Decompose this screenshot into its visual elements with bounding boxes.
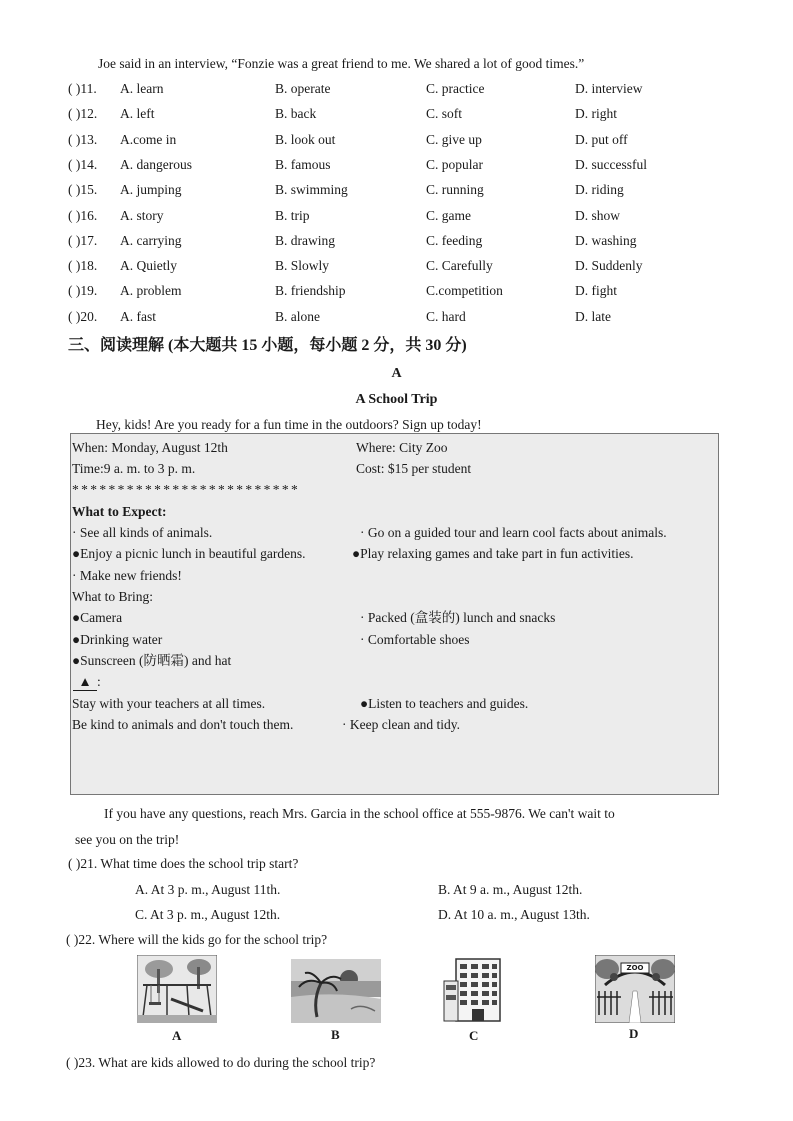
option-c: C. popular — [426, 156, 483, 172]
option-c: C. game — [426, 207, 471, 223]
option-b: B. operate — [275, 81, 331, 96]
option-a: A. story — [120, 207, 164, 223]
option-a: A. jumping — [120, 182, 182, 198]
option-b: B. trip — [275, 207, 310, 223]
question-number: ( )19. — [68, 283, 98, 299]
option-b: B. drawing — [275, 232, 335, 248]
q21-option-c: C. At 3 p. m., August 12th. — [135, 907, 281, 922]
contact-line: see you on the trip! — [75, 832, 180, 847]
cloze-question-row — [68, 207, 748, 225]
passage-title: A School Trip — [355, 392, 438, 407]
question-22-stem: ( )22. Where will the kids go for the school trip? — [66, 932, 328, 947]
expect-title: What to Expect: — [72, 504, 167, 519]
zoo-sign-label: ZOO — [626, 964, 644, 972]
option-b: B. Slowly — [275, 258, 330, 274]
option-c: C. Carefully — [426, 258, 493, 274]
rule-item: Be kind to animals and don't touch them. — [72, 717, 294, 732]
beach-picture — [291, 959, 381, 1023]
question-number: ( )14. — [68, 156, 98, 172]
picture-label: A — [172, 1028, 182, 1043]
option-c: C.competition — [426, 283, 503, 299]
question-23-stem: ( )23. What are kids allowed to do during the school trip? — [66, 1055, 376, 1070]
trip-cost: Cost: $15 per student — [356, 461, 472, 476]
option-a: A.come in — [120, 131, 177, 147]
trip-info-box — [70, 433, 719, 795]
question-number: ( )13. — [68, 131, 98, 147]
cloze-question-row — [68, 131, 748, 149]
expect-item: ●Enjoy a picnic lunch in beautiful gardens. — [72, 546, 306, 561]
option-a: A. problem — [120, 283, 182, 299]
blank-triangle-icon: ▲ — [73, 674, 97, 691]
rule-item: · Keep clean and tidy. — [342, 717, 460, 732]
option-c: C. give up — [426, 131, 482, 147]
question-number: ( )18. — [68, 258, 98, 274]
option-c: C. running — [426, 182, 484, 198]
option-b: B. friendship — [275, 283, 346, 299]
option-b: B. back — [275, 106, 317, 122]
option-d: D. fight — [575, 283, 617, 299]
section-heading: 三、阅读理解 (本大题共 15 小题，每小题 2 分，共 30 分) — [68, 337, 467, 354]
option-a: A. fast — [120, 308, 156, 324]
option-b: B. swimming — [275, 182, 348, 198]
trip-when: When: Monday, August 12th — [72, 440, 228, 455]
option-d: D. Suddenly — [575, 258, 643, 274]
option-a: A. carrying — [120, 232, 182, 248]
picture-label: D — [629, 1026, 639, 1041]
cloze-question-row — [68, 257, 748, 275]
expect-item: · Go on a guided tour and learn cool facts about animals. — [360, 525, 667, 540]
cloze-question-row — [68, 232, 748, 250]
option-c: C. soft — [426, 106, 463, 122]
expect-item: ●Play relaxing games and take part in fun activities. — [352, 546, 634, 561]
cloze-question-row — [68, 105, 748, 123]
option-d: D. successful — [575, 156, 647, 172]
cloze-question-row — [68, 181, 748, 199]
option-a: A. dangerous — [120, 156, 192, 172]
passage-letter: A — [391, 366, 402, 381]
option-d: D. show — [575, 207, 621, 223]
blank-colon: : — [97, 674, 101, 689]
bring-title: What to Bring: — [72, 589, 153, 604]
passage-intro: Hey, kids! Are you ready for a fun time in the outdoors? Sign up today! — [96, 417, 482, 432]
option-b: B. look out — [275, 131, 336, 147]
q21-option-a: A. At 3 p. m., August 11th. — [135, 882, 281, 897]
building-picture — [442, 957, 504, 1023]
option-a: A. left — [120, 106, 155, 122]
cloze-question-row — [68, 156, 748, 174]
bring-item: · Comfortable shoes — [360, 632, 470, 647]
cloze-question-row — [68, 308, 748, 326]
question-number: ( )17. — [68, 232, 98, 248]
option-c: C. feeding — [426, 232, 483, 248]
question-number: ( )11. — [68, 81, 97, 96]
question-number: ( )15. — [68, 182, 98, 198]
playground-picture — [137, 955, 217, 1023]
trip-time: Time:9 a. m. to 3 p. m. — [72, 461, 196, 476]
star-divider: * * * * * * * * * * * * * * * * * * * * * * * * * — [72, 482, 298, 497]
question-number: ( )16. — [68, 207, 98, 223]
bring-item: · Packed (盒装的) lunch and snacks — [360, 610, 556, 625]
expect-item: · See all kinds of animals. — [72, 525, 213, 540]
option-d: D. put off — [575, 131, 628, 147]
rules-blank — [73, 673, 101, 691]
cloze-question-row — [68, 282, 748, 300]
trip-where: Where: City Zoo — [356, 440, 448, 455]
option-d: D. interview — [575, 81, 643, 96]
question-number: ( )20. — [68, 308, 98, 324]
rule-item: ●Listen to teachers and guides. — [360, 696, 529, 711]
picture-label: C — [469, 1028, 479, 1043]
bring-item: ●Drinking water — [72, 632, 163, 647]
bring-item: ●Camera — [72, 610, 123, 625]
contact-line: If you have any questions, reach Mrs. Garcia in the school office at 555-9876. We can't wait to — [104, 806, 615, 821]
option-d: D. late — [575, 308, 611, 324]
expect-item: · Make new friends! — [72, 568, 182, 583]
option-b: B. alone — [275, 308, 320, 324]
q21-option-b: B. At 9 a. m., August 12th. — [438, 882, 583, 897]
question-number: ( )12. — [68, 106, 98, 122]
option-a: A. Quietly — [120, 258, 177, 274]
option-d: D. right — [575, 106, 617, 122]
rule-item: Stay with your teachers at all times. — [72, 696, 266, 711]
option-b: B. famous — [275, 156, 331, 172]
option-c: C. practice — [426, 81, 485, 96]
q21-option-d: D. At 10 a. m., August 13th. — [438, 907, 590, 922]
option-c: C. hard — [426, 308, 466, 324]
option-d: D. riding — [575, 182, 624, 198]
cloze-question-row — [68, 80, 748, 98]
bring-item: ●Sunscreen (防晒霜) and hat — [72, 653, 232, 668]
question-21-stem: ( )21. What time does the school trip start? — [68, 856, 299, 871]
option-d: D. washing — [575, 232, 637, 248]
intro-quote: Joe said in an interview, “Fonzie was a great friend to me. We shared a lot of good times.” — [98, 56, 585, 71]
picture-label: B — [331, 1027, 340, 1042]
option-a: A. learn — [120, 81, 164, 96]
